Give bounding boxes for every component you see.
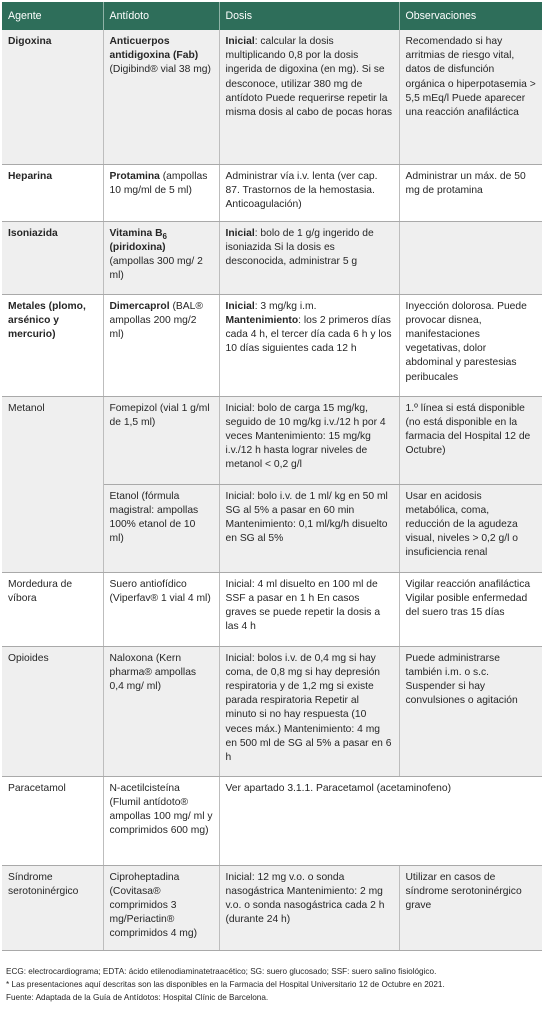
observations-cell: Recomendado si hay arritmias de riesgo vital, datos de disfunción orgánica o hiperpotasemia > 5,5 mEq/l Puede aparecer una reacción anafiláctica: [399, 30, 542, 164]
table-row: [2, 572, 542, 646]
table-row: [2, 221, 542, 294]
agent-cell: Isoniazida: [2, 221, 103, 294]
observations-cell: Puede administrarse también i.m. o s.c. Suspender si hay convulsiones o agitación: [399, 646, 542, 776]
dose-cell: Administrar vía i.v. lenta (ver cap. 87. Trastornos de la hemostasia. Anticoagulación): [219, 164, 399, 221]
agent-cell: Síndrome serotoninérgico: [2, 865, 103, 950]
agent-cell: Mordedura de víbora: [2, 572, 103, 646]
agent-cell: Heparina: [2, 164, 103, 221]
observations-cell: Usar en acidosis metabólica, coma, reducción de la agudeza visual, niveles > 0,2 g/l o insuficiencia renal: [399, 484, 542, 572]
table-row: [2, 30, 542, 164]
header-observaciones: Observaciones: [399, 2, 542, 30]
antidote-cell: Dimercaprol (BAL® ampollas 200 mg/2 ml): [103, 294, 219, 396]
agent-cell: Paracetamol: [2, 776, 103, 865]
agent-cell: Metanol: [2, 396, 103, 572]
footnote-abbreviations: ECG: electrocardiograma; EDTA: ácido etilenodiaminatetraacético; SG: suero glucosado; SSF: suero salino fisiológico.: [6, 967, 437, 976]
antidote-cell: Ciproheptadina (Covitasa® comprimidos 3 mg/Periactin® comprimidos 4 mg): [103, 865, 219, 950]
dose-cell: Inicial: bolo de 1 g/g ingerido de isoniazida Si la dosis es desconocida, administrar 5 g: [219, 221, 399, 294]
table-row: [2, 776, 542, 865]
table-row: [2, 646, 542, 776]
antidote-cell: Suero antiofídico (Viperfav® 1 vial 4 ml): [103, 572, 219, 646]
dose-cell: Inicial: bolo i.v. de 1 ml/ kg en 50 ml SG al 5% a pasar en 60 min Mantenimiento: 0,1 ml/kg/h disuelto en SG al 5%: [219, 484, 399, 572]
agent-cell: Metales (plomo, arsénico y mercurio): [2, 294, 103, 396]
antidote-cell: Protamina (ampollas 10 mg/ml de 5 ml): [103, 164, 219, 221]
dose-cell: Inicial: 3 mg/kg i.m. Mantenimiento: los 2 primeros días cada 4 h, el tercer día cada 6 h y los 10 días siguientes cada 12 h: [219, 294, 399, 396]
table-row: [2, 294, 542, 396]
dose-cell: Inicial: 4 ml disuelto en 100 ml de SSF a pasar en 1 h En casos graves se puede repetir la dosis a las 4 h: [219, 572, 399, 646]
antidote-cell: N-acetilcisteína (Flumil antídoto® ampollas 100 mg/ ml y comprimidos 600 mg): [103, 776, 219, 865]
table-row: [2, 396, 542, 484]
antidote-cell: Etanol (fórmula magistral: ampollas 100% etanol de 10 ml): [103, 484, 219, 572]
table-footnotes: [6, 965, 538, 1004]
observations-cell: Administrar un máx. de 50 mg de protamina: [399, 164, 542, 221]
table-row: [2, 865, 542, 950]
table-row: [2, 164, 542, 221]
observations-cell: Inyección dolorosa. Puede provocar disnea, manifestaciones vegetativas, dolor abdominal y parestesias peribucales: [399, 294, 542, 396]
header-agente: Agente: [2, 2, 103, 30]
dose-cell: Ver apartado 3.1.1. Paracetamol (acetaminofeno): [219, 776, 542, 865]
header-dosis: Dosis: [219, 2, 399, 30]
observations-cell: Utilizar en casos de síndrome serotoninérgico grave: [399, 865, 542, 950]
table-header-row: [2, 2, 542, 30]
dose-cell: Inicial: calcular la dosis multiplicando 0,8 por la dosis ingerida de digoxina (en mg). Si se desconoce, utilizar 380 mg de antídoto Puede requerirse repetir la misma dosis al cabo de pocas horas: [219, 30, 399, 164]
agent-cell: Digoxina: [2, 30, 103, 164]
header-antidoto: Antídoto: [103, 2, 219, 30]
antidote-cell: Fomepizol (vial 1 g/ml de 1,5 ml): [103, 396, 219, 484]
observations-cell: [399, 221, 542, 294]
antidote-cell: Anticuerpos antidigoxina (Fab) (Digibind® vial 38 mg): [103, 30, 219, 164]
antidote-table: [2, 2, 542, 951]
footnote-availability: * Las presentaciones aquí descritas son las disponibles en la Farmacia del Hospital Universitario 12 de Octubre en 2021.: [6, 980, 445, 989]
agent-cell: Opioides: [2, 646, 103, 776]
dose-cell: Inicial: 12 mg v.o. o sonda nasogástrica Mantenimiento: 2 mg v.o. o sonda nasogástrica cada 2 h (durante 24 h): [219, 865, 399, 950]
footnote-source: Fuente: Adaptada de la Guía de Antídotos: Hospital Clínic de Barcelona.: [6, 993, 269, 1002]
dose-cell: Inicial: bolos i.v. de 0,4 mg si hay coma, de 0,8 mg si hay depresión respiratoria y de 1,2 mg si existe parada respiratoria Repetir al minuto si no hay respuesta (10 veces máx.) Mantenimiento: 4 mg en 500 ml de SG al 5% a pasar en 6 h: [219, 646, 399, 776]
antidote-cell: Vitamina $B_6$ (piridoxina) (ampollas 300 mg/ 2 ml): [103, 221, 219, 294]
dose-cell: Inicial: bolo de carga 15 mg/kg, seguido de 10 mg/kg i.v./12 h por 4 veces Mantenimiento: 15 mg/kg i.v./12 h hasta lograr niveles de metanol < 0,2 g/l: [219, 396, 399, 484]
observations-cell: 1.º línea si está disponible (no está disponible en la farmacia del Hospital 12 de Octubre): [399, 396, 542, 484]
antidote-cell: Naloxona (Kern pharma® ampollas 0,4 mg/ ml): [103, 646, 219, 776]
observations-cell: Vigilar reacción anafiláctica Vigilar posible enfermedad del suero tras 15 días: [399, 572, 542, 646]
